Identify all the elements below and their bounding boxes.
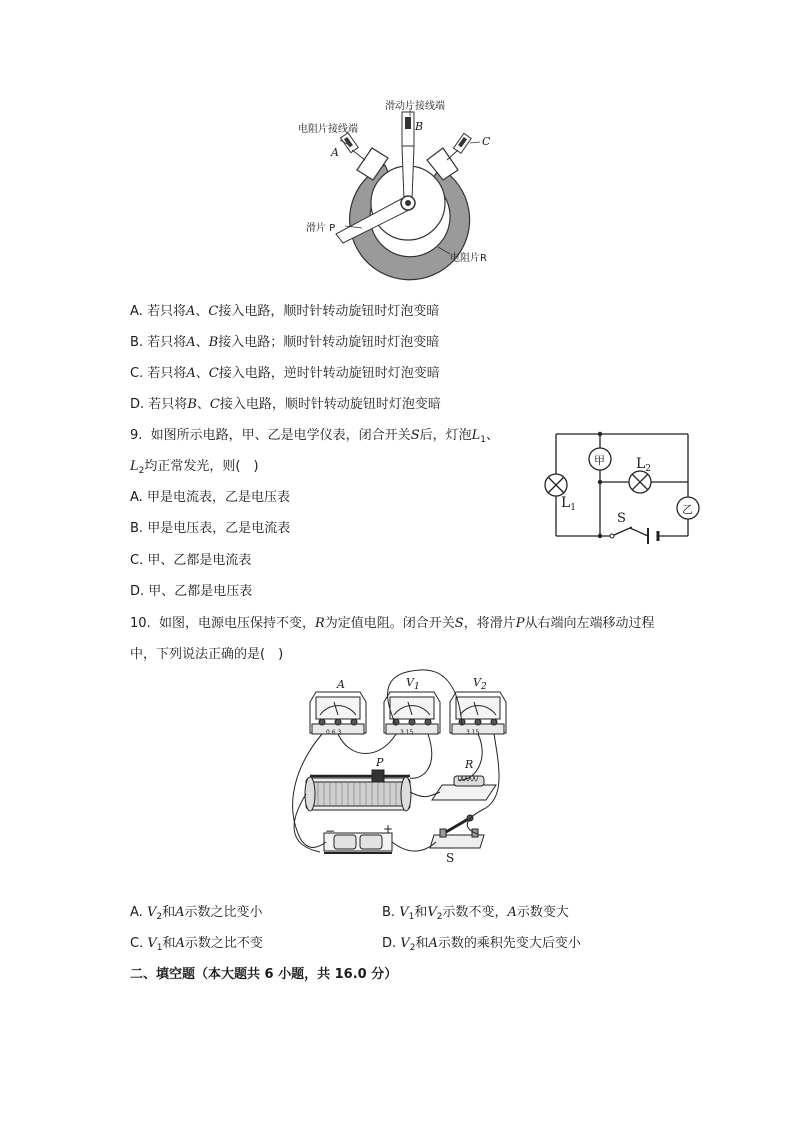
switch-s-letter: S [446, 851, 455, 865]
ammeter-scale: 0.6 3 [326, 729, 342, 736]
lamp-l1-label: $L_1$ [561, 495, 577, 513]
q10-stem-line2: 中，下列说法正确的是( ) [130, 647, 284, 662]
q9-option-b[interactable]: B. 甲是电压表，乙是电流表 [130, 521, 291, 536]
q9-option-a[interactable]: A. 甲是电流表，乙是电压表 [130, 490, 290, 505]
slider-p-letter: P [376, 756, 384, 769]
q10-option-d[interactable]: D. $V_2$和A示数的乘积先变大后变小 [382, 936, 581, 953]
battery-plus: + [383, 822, 394, 836]
label-resistor-terminal: 电阻片接线端 [298, 124, 358, 135]
q9-stem-line2: $L_2$均正常发光，则( ) [130, 459, 259, 476]
label-slider-terminal: 滑动片接线端 [385, 101, 445, 112]
section-heading: 二、填空题（本大题共 6 小题，共 16.0 分） [130, 967, 398, 982]
label-slider-p: 滑片 P [306, 223, 336, 234]
q10-option-a[interactable]: A. $V_2$和A示数之比变小 [130, 905, 263, 922]
meter-a-letter: A [337, 678, 345, 691]
terminal-b-letter: B [415, 120, 424, 133]
q8-option-d[interactable]: D. 若只将B、C接入电路，顺时针转动旋钮时灯泡变暗 [130, 397, 441, 412]
q10-option-b[interactable]: B. $V_1$和$V_2$示数不变，A示数变大 [382, 905, 569, 922]
meter-v1-letter: $V_1$ [406, 676, 420, 692]
q9-stem-line1: 9. 如图所示电路，甲、乙是电学仪表，闭合开关S后，灯泡$L_1$、 [130, 428, 499, 445]
voltmeter1-scale: 3 15 [400, 729, 414, 736]
q9-option-c[interactable]: C. 甲、乙都是电流表 [130, 553, 252, 568]
battery-minus: − [325, 824, 336, 838]
q9-option-d[interactable]: D. 甲、乙都是电压表 [130, 584, 253, 599]
q10-option-c[interactable]: C. $V_1$和A示数之比不变 [130, 936, 263, 953]
q8-option-c[interactable]: C. 若只将A、C接入电路，逆时针转动旋钮时灯泡变暗 [130, 366, 440, 381]
q8-option-b[interactable]: B. 若只将A、B接入电路；顺时针转动旋钮时灯泡变暗 [130, 335, 440, 350]
meter-v2-letter: $V_2$ [473, 676, 487, 692]
q10-stem-line1: 10. 如图，电源电压保持不变，R为定值电阻。闭合开关S，将滑片P从右端向左端移动过程 [130, 616, 655, 631]
voltmeter2-scale: 3 15 [466, 729, 480, 736]
resistor-r-letter: R [465, 758, 474, 771]
q8-option-a[interactable]: A. 若只将A、C接入电路，顺时针转动旋钮时灯泡变暗 [130, 304, 440, 319]
meter-yi-label: 乙 [682, 503, 693, 516]
switch-s-label: S [617, 511, 626, 526]
terminal-a-letter: A [331, 146, 339, 159]
terminal-c-letter: C [482, 135, 491, 148]
label-resistor-r: 电阻片R [450, 253, 487, 264]
lamp-l2-label: $L_2$ [636, 456, 652, 474]
meter-jia-label: 甲 [594, 454, 605, 467]
